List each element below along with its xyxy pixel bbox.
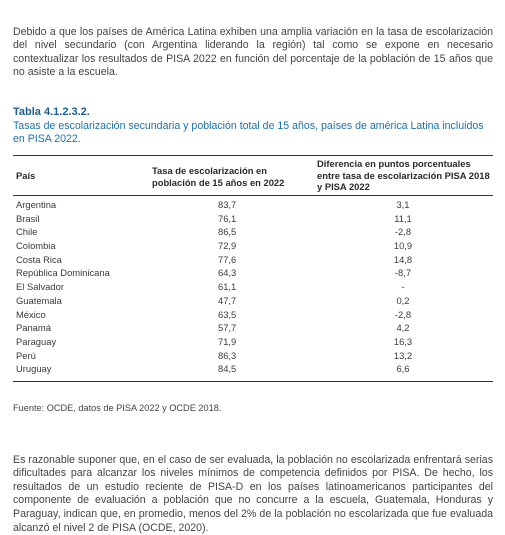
- table-row: [13, 335, 493, 349]
- cell-diferencia: 3,1: [396, 199, 410, 210]
- cell-diferencia: 10,9: [393, 240, 413, 252]
- cell-diferencia: 13,2: [393, 349, 413, 361]
- cell-pais: Argentina: [16, 199, 57, 210]
- cell-tasa: 86,3: [218, 349, 237, 361]
- table-caption: Tasas de escolarización secundaria y población total de 15 años, países de américa Latina incluidos en PISA 2022.: [13, 120, 484, 146]
- table-body: [13, 198, 493, 376]
- cell-diferencia: -: [401, 281, 405, 293]
- table-row: [13, 239, 493, 253]
- table-header-rule: [13, 195, 493, 196]
- cell-diferencia: -2,8: [394, 226, 412, 238]
- table-row: [13, 212, 493, 226]
- table-row: [13, 294, 493, 308]
- table-top-rule: [13, 155, 493, 156]
- cell-tasa: 63,5: [218, 308, 237, 320]
- cell-pais: Paraguay: [16, 335, 57, 347]
- cell-pais: Chile: [16, 226, 38, 238]
- cell-pais: Uruguay: [16, 363, 52, 375]
- cell-tasa: 71,9: [218, 335, 237, 347]
- header-pais: País: [16, 170, 36, 181]
- cell-diferencia: 11,1: [394, 212, 412, 224]
- cell-pais: Brasil: [16, 212, 40, 224]
- table-row: [13, 198, 493, 212]
- cell-pais: Perú: [16, 349, 36, 361]
- table-row: [13, 266, 493, 280]
- table-row: [13, 321, 493, 335]
- table-row: [13, 253, 493, 267]
- cell-diferencia: 0,2: [396, 294, 410, 306]
- cell-pais: Colombia: [16, 240, 56, 252]
- cell-pais: México: [16, 308, 46, 320]
- cell-tasa: 64,3: [218, 267, 237, 279]
- cell-tasa: 47,7: [218, 294, 237, 306]
- cell-tasa: 77,6: [218, 253, 237, 265]
- cell-tasa: 83,7: [218, 199, 237, 210]
- table-source: Fuente: OCDE, datos de PISA 2022 y OCDE 2018.: [13, 403, 222, 413]
- cell-tasa: 84,5: [218, 363, 237, 375]
- cell-pais: Panamá: [16, 322, 51, 334]
- cell-diferencia: 14,8: [393, 253, 413, 265]
- cell-tasa: 76,1: [218, 212, 237, 224]
- table-bottom-rule: [13, 381, 493, 382]
- cell-diferencia: -2,8: [394, 308, 412, 320]
- cell-diferencia: 6,6: [396, 363, 410, 375]
- table-row: [13, 308, 493, 322]
- cell-pais: El Salvador: [16, 281, 64, 293]
- table-row: [13, 225, 493, 239]
- cell-pais: República Dominicana: [16, 267, 110, 279]
- cell-tasa: 72,9: [218, 240, 237, 252]
- header-tasa-escolarizacion: Tasa de escolarización en población de 15 años en 2022: [152, 165, 285, 188]
- table-number: Tabla 4.1.2.3.2.: [13, 106, 90, 118]
- closing-paragraph: Es razonable suponer que, en el caso de ser evaluada, la población no escolarizada enfrentará serias dificultades para alcanzar los niveles mínimos de competencia definidos por PISA. De hecho, los resultados de un estudio reciente de PISA-D en los países latinoamericanos participantes del componente de evaluación a población que no concurre a la escuela, Guatemala, Honduras y Paraguay, indican que, en promedio, menos del 2% de la población no escolarizada que fue evaluada alcanzó el nivel 2 de PISA (OCDE, 2020).: [13, 453, 493, 534]
- header-diferencia: Diferencia en puntos porcentuales entre tasa de escolarización PISA 2018 y PISA 2022: [317, 158, 490, 193]
- cell-diferencia: 4,2: [396, 322, 410, 334]
- cell-pais: Guatemala: [16, 294, 62, 306]
- cell-tasa: 61,1: [218, 281, 237, 293]
- cell-diferencia: 16,3: [393, 335, 413, 347]
- cell-tasa: 57,7: [218, 322, 237, 334]
- table-row: [13, 362, 493, 376]
- intro-paragraph: Debido a que los países de América Latina exhiben una amplia variación en la tasa de escolarización del nivel secundario (con Argentina liderando la región) tal como se expone en necesario contextualizar los resultados de PISA 2022 en función del porcentaje de la población de 15 años que no asiste a la escuela.: [13, 25, 493, 79]
- table-row: [13, 349, 493, 363]
- cell-pais: Costa Rica: [16, 253, 62, 265]
- table-row: [13, 280, 493, 294]
- cell-diferencia: -8,7: [394, 267, 412, 279]
- cell-tasa: 86,5: [218, 226, 237, 238]
